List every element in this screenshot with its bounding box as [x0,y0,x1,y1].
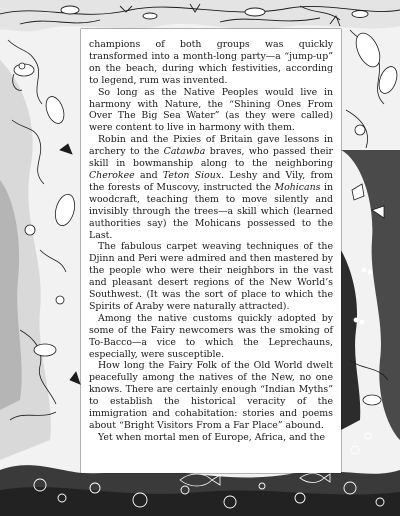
body-paragraph [89,432,333,444]
text-run: Robin and the Pixies of Britain gave lessons in archery to the [89,134,333,158]
italic-term: Cherokee [89,169,135,181]
body-paragraph [89,241,333,312]
body-paragraph [89,87,333,135]
text-run: and [134,169,163,181]
italic-term: Teton Sioux [162,169,222,181]
text-run: How long the Fairy Folk of the Old World dwelt peacefully among the natives of the New, no one knows. There are certainly enough “Indian Myths” to establish the historical veracity of the immigration and cohabitation: stories and poems about “Bright Visitors From a Far Place” abound. [89,360,333,431]
text-run: braves, who passed their skill in bowmanship along to the neighboring [89,146,333,170]
italic-term: Catawba [163,146,206,158]
italic-term: Mohicans [274,181,321,193]
text-run: The fabulous carpet weaving techniques of the Djinn and Peri were admired and then mastered by the people who were their neighbors in the vast and pleasant desert regions of the New World’s Southwest. (It was the sort of place to which the Spirits of Araby were naturally attracted). [89,241,333,312]
text-run: in woodcraft, teaching them to move silently and invisibly through the trees—a skill which (learned authorities say) the Mohicans possessed to the Last. [89,181,333,241]
text-run: Yet when mortal men of Europe, Africa, and the [98,431,326,443]
text-column [81,29,341,473]
body-paragraph [89,39,333,87]
body-paragraph [89,313,333,361]
body-paragraph [89,360,333,431]
body-paragraph [89,134,333,241]
text-run: Among the native customs quickly adopted by some of the Fairy newcomers was the smoking of To-Bacco—a vice to which the Leprechauns, especially, were susceptible. [89,312,333,360]
text-run: So long as the Native Peoples would live in harmony with Nature, the “Shining Ones From Over The Big Sea Water” (as they were called) were content to live in harmony with them. [89,86,333,134]
text-run: . Leshy and Vily, from the forests of Muscovy, instructed the [89,169,333,193]
text-run: champions of both groups was quickly transformed into a month-long party—a “jump-up” on the beach, during which festivities, according to legend, rum was invented. [89,39,333,86]
